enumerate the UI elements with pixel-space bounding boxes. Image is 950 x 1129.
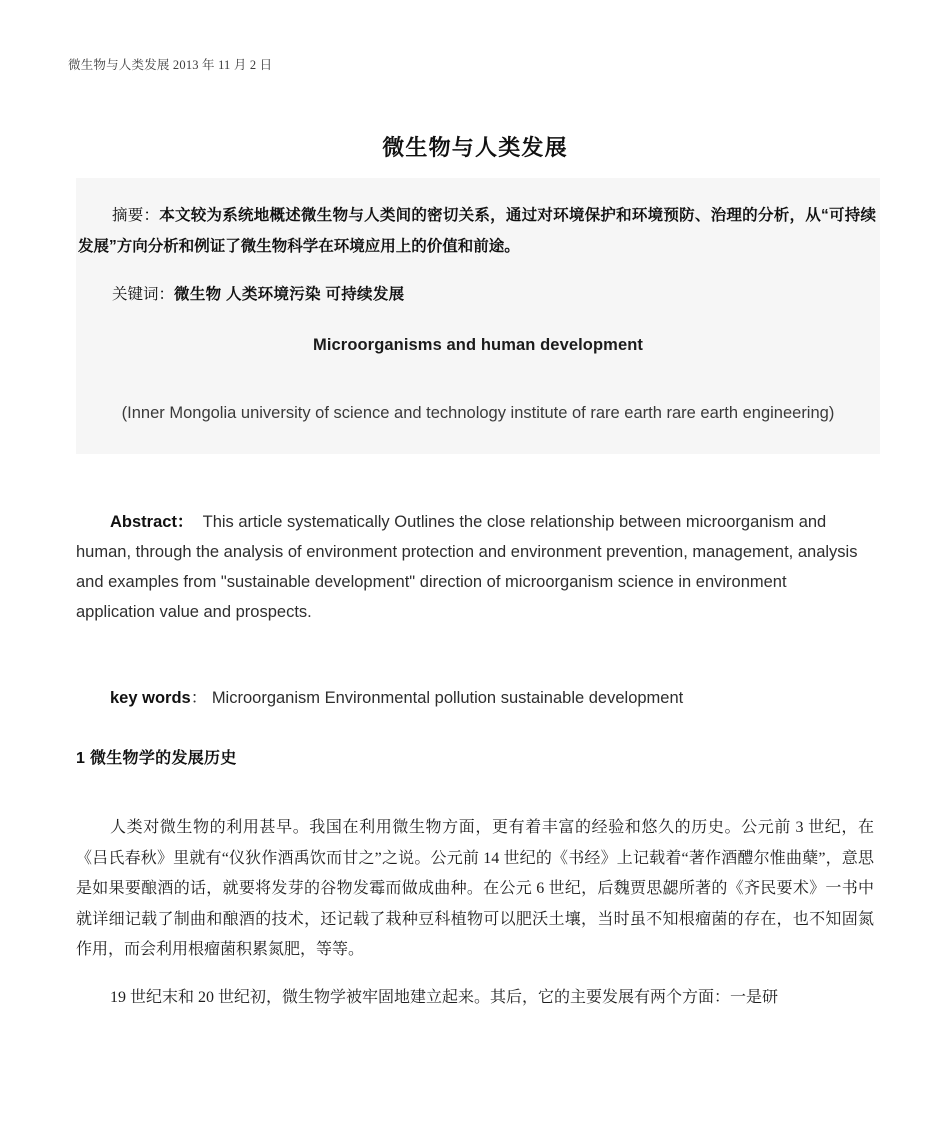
- page-title: 微生物与人类发展: [382, 134, 568, 160]
- english-keywords-label: key words: [110, 688, 191, 707]
- chinese-abstract: [76, 200, 880, 262]
- english-abstract: [76, 507, 866, 627]
- english-keywords-separator: ：: [190, 688, 208, 707]
- chinese-keywords-text: 微生物 人类环境污染 可持续发展: [174, 285, 405, 303]
- english-abstract-text: This article systematically Outlines the close relationship between microorganism and human, through the analysis of environment protection and environment prevention, management, analysis and examples from "sustainable development" direction of microorganism science in environment application value and prospects.: [76, 512, 858, 621]
- english-abstract-label: Abstract：: [110, 512, 194, 531]
- chinese-keywords-label: 关键词：: [112, 285, 175, 303]
- chinese-abstract-label: 摘要：: [112, 206, 160, 224]
- chinese-keywords: [76, 280, 880, 310]
- chinese-abstract-text: 本文较为系统地概述微生物与人类间的密切关系，通过对环境保护和环境预防、治理的分析，从“可持续发展”方向分析和例证了微生物科学在环境应用上的价值和前途。: [78, 206, 876, 255]
- section-heading-1: 1 微生物学的发展历史: [76, 750, 237, 768]
- abstract-highlight-block: [76, 178, 880, 454]
- body-paragraph-2: 19 世纪末和 20 世纪初，微生物学被牢固地建立起来。其后，它的主要发展有两个方面：一是研: [110, 989, 779, 1006]
- english-keywords-text: Microorganism Environmental pollution sustainable development: [211, 688, 684, 707]
- english-affiliation: (Inner Mongolia university of science and technology institute of rare earth rare earth engineering): [121, 404, 835, 422]
- english-title: Microorganisms and human development: [313, 336, 643, 354]
- body-paragraph-1: 人类对微生物的利用甚早。我国在利用微生物方面，更有着丰富的经验和悠久的历史。公元前 3 世纪，在《吕氏春秋》里就有“仪狄作酒禹饮而甘之”之说。公元前 14 世纪的《书经》上记载着“著作酒醴尔惟曲蘖”，意思是如果要酿酒的话，就要将发芽的谷物发霉而做成曲种。在公元 6 世纪，后魏贾思勰所著的《齐民要术》一书中就详细记载了制曲和酿酒的技术，还记载了栽种豆科植物可以肥沃土壤，当时虽不知根瘤菌的存在，也不知固氮作用，而会利用根瘤菌积累氮肥，等等。: [76, 819, 874, 958]
- running-head: 微生物与人类发展 2013 年 11 月 2 日: [68, 58, 273, 72]
- english-keywords: [76, 684, 866, 712]
